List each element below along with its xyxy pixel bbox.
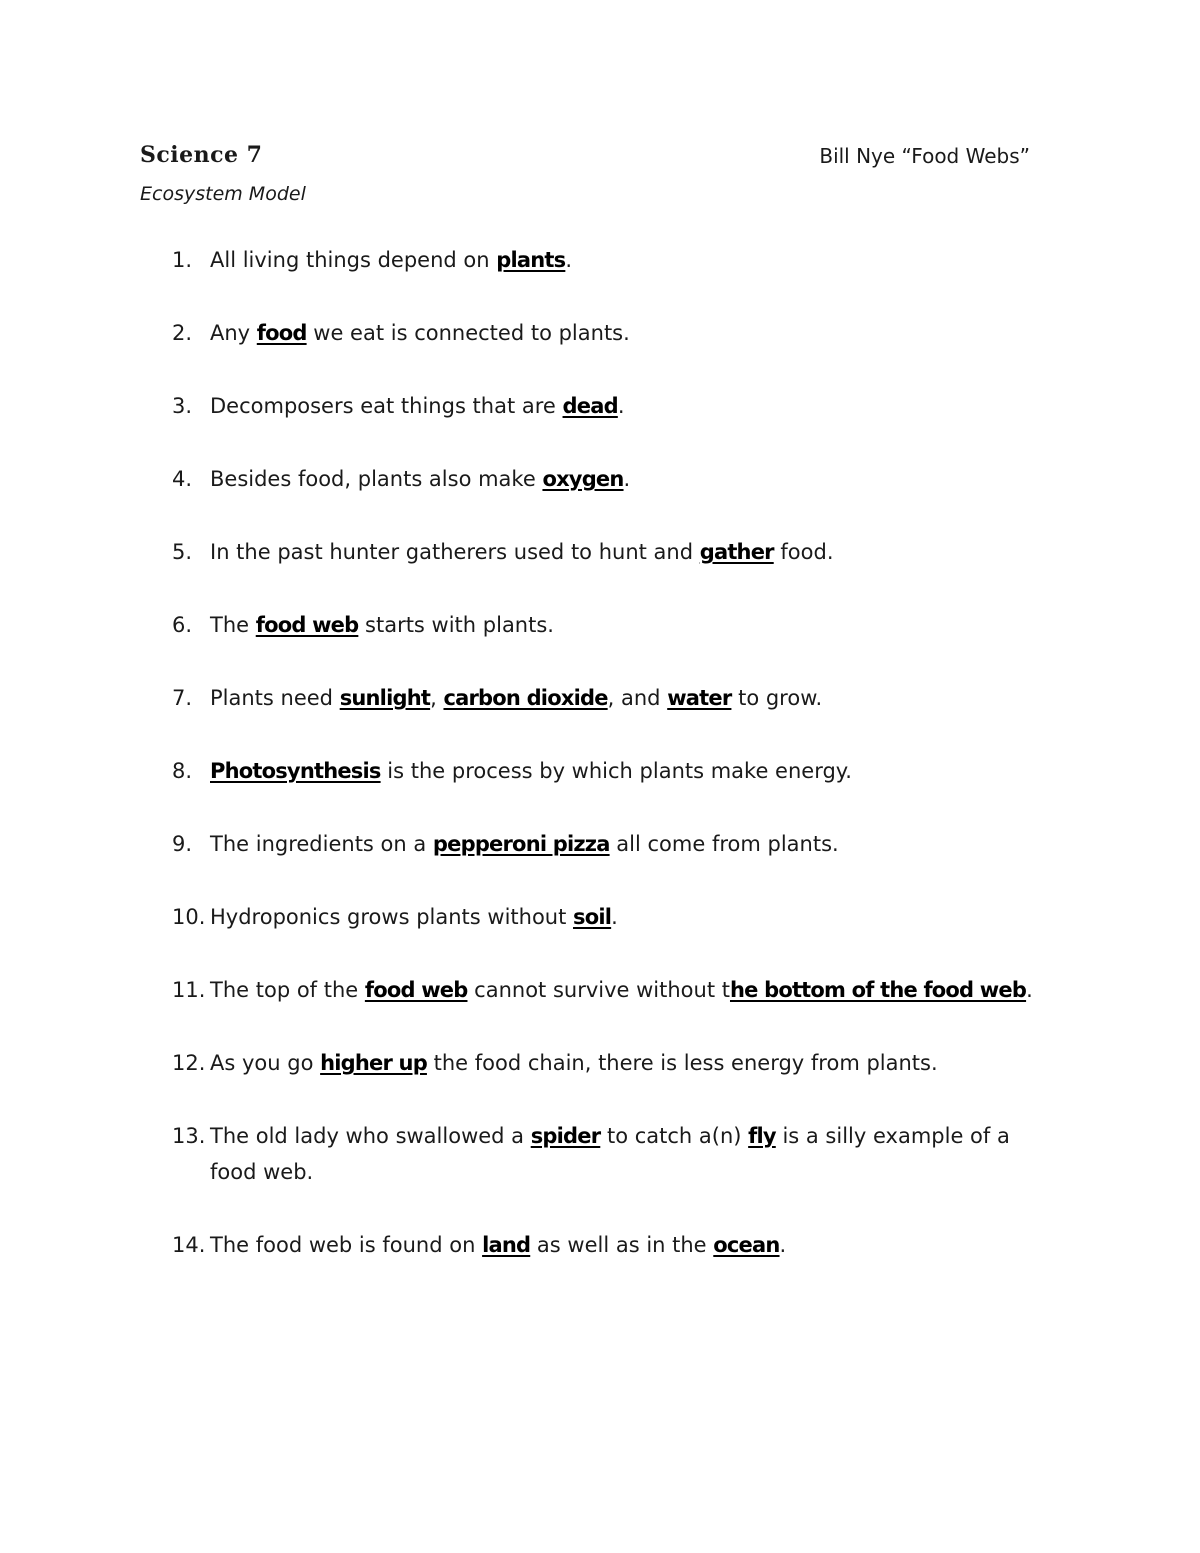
question-text <box>210 978 1033 1002</box>
question-text-segment: Plants need <box>210 686 340 710</box>
answer-blank: oxygen <box>542 467 624 491</box>
answer-blank: ocean <box>713 1233 780 1257</box>
answer-blank: pepperoni pizza <box>432 832 610 856</box>
question-text-segment: The food web is found on <box>210 1233 483 1257</box>
question-text-segment: to catch a(n) <box>600 1124 749 1148</box>
question-number: 12. <box>172 1051 206 1075</box>
question-text <box>210 686 822 710</box>
question-text-segment: food. <box>773 540 834 564</box>
question-text-segment: . <box>611 905 618 929</box>
question-text-segment: As you go <box>210 1051 321 1075</box>
answer-blank: carbon dioxide <box>443 686 608 710</box>
question-text-segment: all come from plants. <box>609 832 839 856</box>
question-text-segment: The top of the <box>210 978 365 1002</box>
question-number: 14. <box>172 1233 206 1257</box>
question-text-segment: Besides food, plants also make <box>210 467 543 491</box>
question-text <box>210 1124 1010 1184</box>
question-text-segment: is a silly example of a food web. <box>210 1124 1010 1184</box>
answer-blank: plants <box>496 248 566 272</box>
question-text-segment: . <box>617 394 625 418</box>
question-text <box>210 613 554 637</box>
question-number: 11. <box>172 978 206 1002</box>
question-text <box>210 832 839 856</box>
question-item <box>172 899 1062 935</box>
answer-blank: higher up <box>320 1051 427 1075</box>
answer-blank: gather <box>699 540 774 564</box>
question-text <box>210 394 625 418</box>
question-number: 4. <box>172 467 193 491</box>
question-item <box>172 1227 1062 1263</box>
question-item <box>172 315 1062 351</box>
question-text-segment: cannot survive without t <box>467 978 730 1002</box>
question-item <box>172 461 1062 497</box>
question-text-segment: The old lady who swallowed a <box>210 1124 531 1148</box>
question-item <box>172 753 1062 789</box>
question-text-segment: The <box>210 613 256 637</box>
question-number: 9. <box>172 832 193 856</box>
answer-blank: food web <box>364 978 468 1002</box>
question-number: 6. <box>172 613 193 637</box>
question-item <box>172 826 1062 862</box>
question-text-segment: is the process by which plants make energy. <box>380 759 852 783</box>
question-text-segment: we eat is connected to plants. <box>306 321 630 345</box>
answer-blank: fly <box>748 1124 776 1148</box>
question-item <box>172 1118 1062 1190</box>
question-number: 5. <box>172 540 193 564</box>
question-text-segment: starts with plants. <box>358 613 554 637</box>
question-text <box>210 1233 786 1257</box>
question-number: 7. <box>172 686 193 710</box>
question-text-segment: Any <box>210 321 257 345</box>
answer-blank: land <box>482 1233 531 1257</box>
answer-blank: spider <box>530 1124 601 1148</box>
question-number: 1. <box>172 248 193 272</box>
answer-blank: sunlight <box>339 686 431 710</box>
document-title: Bill Nye “Food Webs” <box>819 144 1030 168</box>
document-subtitle: Ecosystem Model <box>140 183 306 205</box>
question-text <box>210 759 852 783</box>
answer-blank: water <box>667 686 732 710</box>
answer-blank: dead <box>562 394 618 418</box>
question-text-segment: . <box>779 1233 787 1257</box>
question-text-segment: The ingredients on a <box>210 832 433 856</box>
question-number: 10. <box>172 905 206 929</box>
answer-blank: soil <box>573 905 612 929</box>
question-text <box>210 467 630 491</box>
question-item <box>172 534 1062 570</box>
question-text-segment: . <box>565 248 573 272</box>
question-list <box>172 242 1062 1300</box>
question-item <box>172 242 1062 278</box>
question-text <box>210 321 630 345</box>
question-text-segment: In the past hunter gatherers used to hunt and <box>210 540 700 564</box>
answer-blank: he bottom of the food web <box>729 978 1027 1002</box>
question-text-segment: , and <box>607 686 668 710</box>
question-item <box>172 1045 1062 1081</box>
course-title: Science 7 <box>140 142 263 168</box>
question-text <box>210 905 618 929</box>
question-text-segment: Hydroponics grows plants without <box>210 905 574 929</box>
question-number: 3. <box>172 394 193 418</box>
question-number: 13. <box>172 1124 206 1148</box>
question-item <box>172 680 1062 716</box>
question-text-segment: to grow. <box>731 686 823 710</box>
question-text-segment: . <box>1026 978 1033 1002</box>
question-item <box>172 388 1062 424</box>
answer-blank: food web <box>255 613 359 637</box>
question-text <box>210 1051 938 1075</box>
question-text-segment: Decomposers eat things that are <box>210 394 563 418</box>
question-text-segment: . <box>623 467 631 491</box>
question-text-segment: the food chain, there is less energy from plants. <box>426 1051 938 1075</box>
question-number: 8. <box>172 759 193 783</box>
question-text-segment: as well as in the <box>530 1233 714 1257</box>
question-item <box>172 607 1062 643</box>
question-text <box>210 540 834 564</box>
question-number: 2. <box>172 321 193 345</box>
question-text <box>210 248 572 272</box>
question-item <box>172 972 1062 1008</box>
answer-blank: Photosynthesis <box>210 759 381 783</box>
question-text-segment: All living things depend on <box>210 248 497 272</box>
question-text-segment: , <box>430 686 444 710</box>
answer-blank: food <box>256 321 307 345</box>
